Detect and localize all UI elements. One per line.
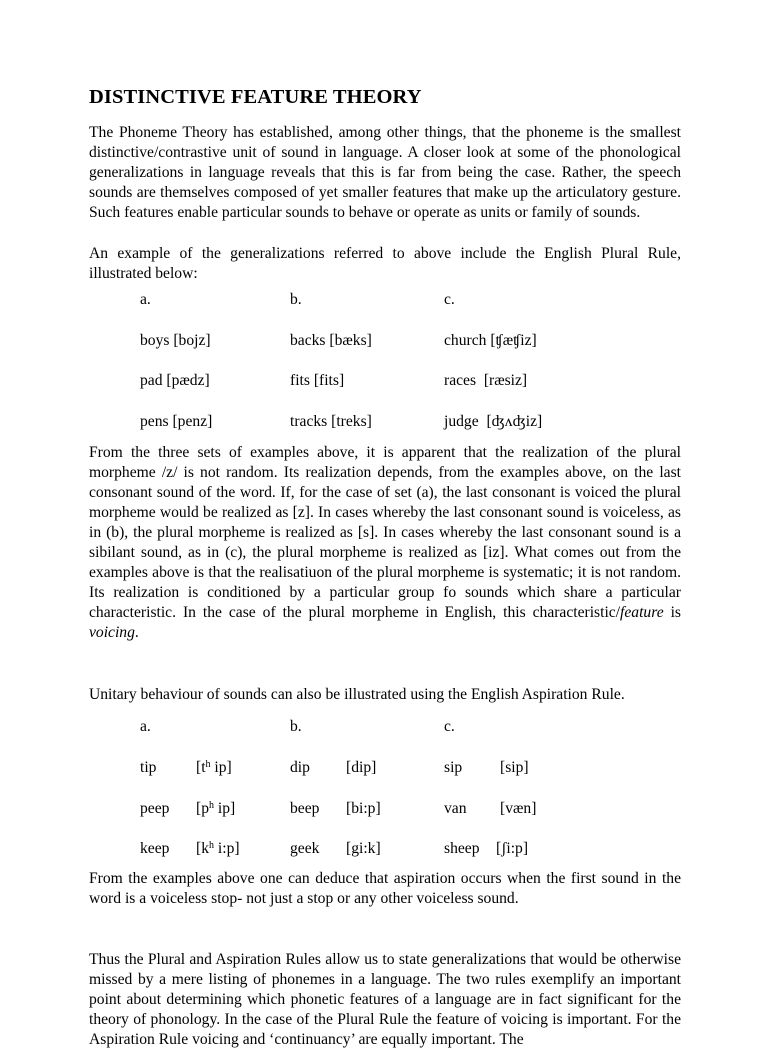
voicing-term: voicing bbox=[89, 624, 135, 641]
conclusion-paragraph: Thus the Plural and Aspiration Rules allow us to state generalizations that would be otherwise missed by a mere listing of phonemes in a language. The two rules exemplify an important point about determining which phonetic features of a language are in fact significant for the theory of phonology. In the case of the Plural Rule the feature of voicing is important. For the Aspiration Rule voicing and ‘continuancy’ are equally important. The bbox=[89, 951, 681, 1048]
aspiration-word: sheep bbox=[444, 840, 480, 857]
aspiration-transcription: [$k^h$ i:p] bbox=[196, 840, 240, 857]
aspiration-transcription: [gi:k] bbox=[346, 840, 381, 857]
aspiration-word: tip bbox=[140, 759, 157, 776]
aspiration-word: keep bbox=[140, 840, 170, 857]
aspiration-transcription: [$t^h$ ip] bbox=[196, 759, 232, 776]
intro-paragraph: The Phoneme Theory has established, among other things, that the phoneme is the smallest distinctive/contrastive unit of sound in language. A closer look at some of the phonological generalizations in language reveals that this is far from being the case. Rather, the speech sounds are themselves composed of yet smaller features that make up the articulatory gesture. Such features enable particular sounds to behave or operate as units or family of sounds. bbox=[89, 124, 681, 221]
aspiration-transcription: [$p^h$ ip] bbox=[196, 800, 236, 817]
plural-explanation-paragraph bbox=[89, 443, 681, 643]
aspiration-header-c: c. bbox=[444, 718, 455, 735]
aspiration-word: sip bbox=[444, 759, 463, 776]
plural-cell: judge [ʤʌʤiz] bbox=[444, 413, 543, 430]
aspiration-header-a: a. bbox=[140, 718, 151, 735]
plural-cell: races [ræsiz] bbox=[444, 372, 528, 389]
is-text: is bbox=[663, 604, 681, 621]
aspiration-word: dip bbox=[290, 759, 310, 776]
period-text: . bbox=[134, 624, 139, 641]
aspiration-header-b: b. bbox=[290, 718, 302, 735]
aspiration-word: van bbox=[444, 800, 467, 817]
aspiration-word: geek bbox=[290, 840, 320, 857]
plural-cell: church [ʧæʧiz] bbox=[444, 332, 537, 349]
plural-cell: backs [bæks] bbox=[290, 332, 372, 349]
aspiration-transcription: [væn] bbox=[500, 800, 537, 817]
aspiration-transcription: [sip] bbox=[500, 759, 529, 776]
plural-header-c: c. bbox=[444, 291, 455, 308]
plural-cell: pad [pædz] bbox=[140, 372, 210, 389]
plural-cell: tracks [treks] bbox=[290, 413, 372, 430]
aspiration-word: peep bbox=[140, 800, 170, 817]
aspiration-transcription: [dip] bbox=[346, 759, 377, 776]
page-title: DISTINCTIVE FEATURE THEORY bbox=[89, 86, 422, 108]
plural-cell: fits [fits] bbox=[290, 372, 345, 389]
aspiration-transcription: [ʃi:p] bbox=[496, 840, 529, 857]
aspiration-word: beep bbox=[290, 800, 320, 817]
example-intro-paragraph: An example of the generalizations referred to above include the English Plural Rule, illustrated below: bbox=[89, 245, 681, 282]
feature-term: feature bbox=[620, 604, 664, 621]
plural-header-b: b. bbox=[290, 291, 302, 308]
plural-explanation-text: From the three sets of examples above, it is apparent that the realization of the plural morpheme /z/ is not random. Its realization depends, from the examples above, on the last consonant sound of the word. If, for the case of set (a), the last consonant is voiced the plural morpheme would be realized as [z]. In cases whereby the last consonant sound is voiceless, as in (b), the plural morpheme is realized as [s]. In cases whereby the last consonant sound is a sibilant sound, as in (c), the plural morpheme is realized as [iz]. What comes out from the examples above is that the realisatiuon of the plural morpheme is systematic; it is not random. Its realization is conditioned by a particular group fo sounds which share a particular characteristic. In the case of the plural morpheme in English, this characteristic/ bbox=[89, 444, 681, 621]
plural-cell: pens [penz] bbox=[140, 413, 213, 430]
plural-header-a: a. bbox=[140, 291, 151, 308]
aspiration-transcription: [bi:p] bbox=[346, 800, 381, 817]
plural-cell: boys [bojz] bbox=[140, 332, 211, 349]
aspiration-explanation-paragraph: From the examples above one can deduce that aspiration occurs when the first sound in the word is a voiceless stop- not just a stop or any other voiceless sound. bbox=[89, 870, 681, 907]
aspiration-intro-paragraph: Unitary behaviour of sounds can also be illustrated using the English Aspiration Rule. bbox=[89, 686, 625, 703]
